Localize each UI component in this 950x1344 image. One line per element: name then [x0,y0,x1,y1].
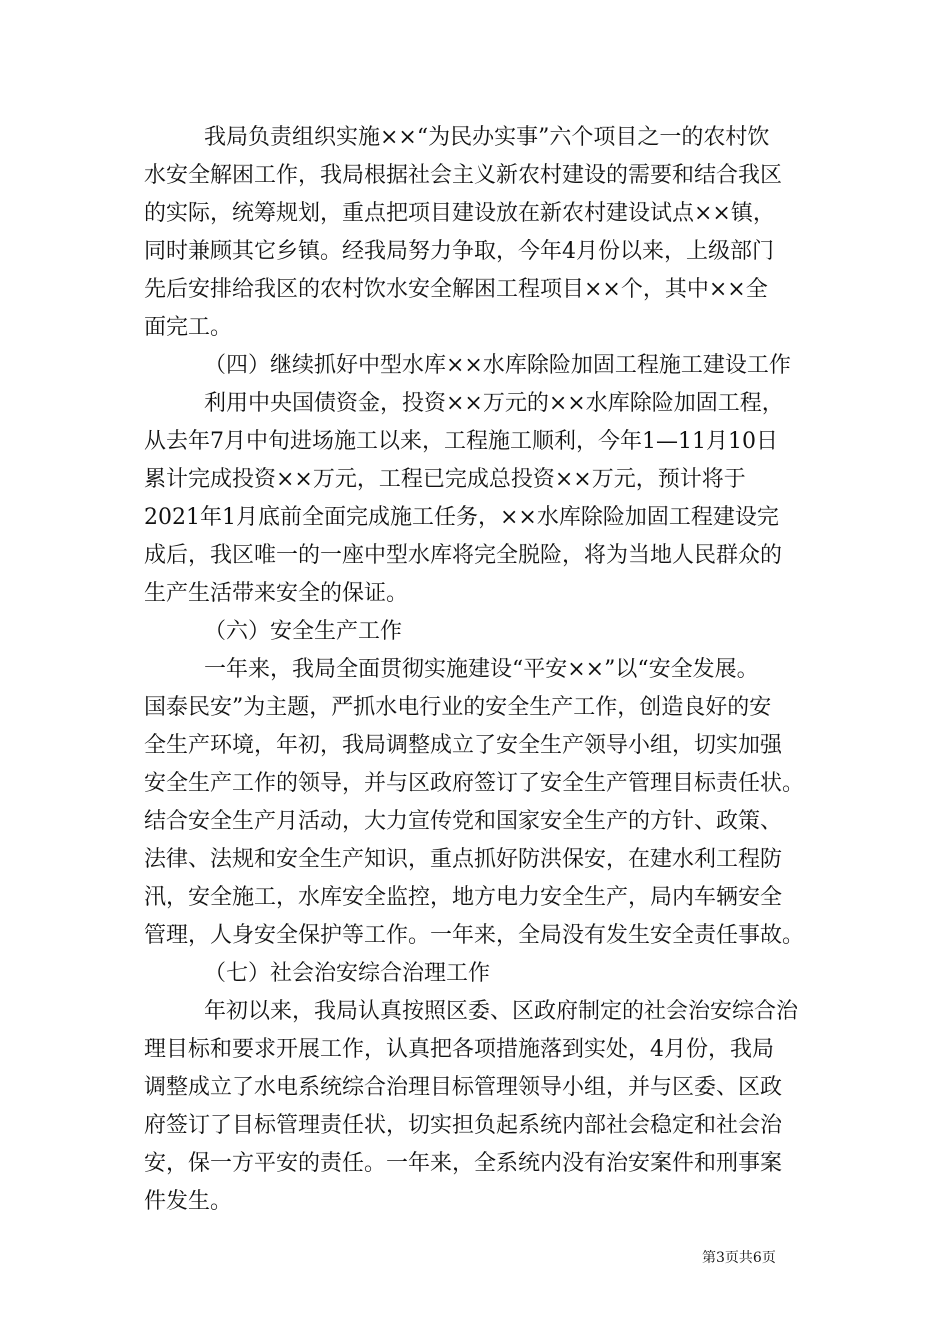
text-line [0,764,950,804]
text-line [0,1182,950,1222]
line-text: 安，保一方平安的责任。一年来，全系统内没有治安案件和刑事案 [144,1151,783,1176]
line-text: 年初以来，我局认真按照区委、区政府制定的社会治安综合治 [204,999,799,1024]
line-text: 面完工。 [144,315,233,340]
text-line [0,536,950,576]
text-line [0,270,950,310]
section-heading [0,612,950,652]
line-text: 成后，我区唯一的一座中型水库将完全脱险，将为当地人民群众的 [144,543,783,568]
section-heading [0,346,950,386]
text-line [0,1030,950,1070]
text-line [0,992,950,1032]
line-text: 同时兼顾其它乡镇。经我局努力争取，今年4月份以来，上级部门 [144,239,774,264]
heading-text: （六）安全生产工作 [204,619,403,644]
text-line [0,726,950,766]
text-line [0,1144,950,1184]
text-line [0,460,950,500]
line-text: 汛，安全施工，水库安全监控，地方电力安全生产，局内车辆安全 [144,885,783,910]
line-text: 一年来，我局全面贯彻实施建设“平安××”以“安全发展。 [204,657,759,682]
line-text: 我局负责组织实施××“为民办实事”六个项目之一的农村饮 [204,125,770,150]
text-line [0,840,950,880]
text-line [0,232,950,272]
line-text: 先后安排给我区的农村饮水安全解困工程项目××个，其中××全 [144,277,768,302]
line-text: 生产生活带来安全的保证。 [144,581,409,606]
text-line [0,384,950,424]
line-text: 2021年1月底前全面完成施工任务，××水库除险加固工程建设完 [144,505,779,530]
text-line [0,422,950,462]
text-line [0,498,950,538]
heading-text: （四）继续抓好中型水库××水库除险加固工程施工建设工作 [204,353,791,378]
line-text: 件发生。 [144,1189,233,1214]
line-text: 法律、法规和安全生产知识，重点抓好防洪保安，在建水利工程防 [144,847,783,872]
text-line [0,1068,950,1108]
section-heading [0,954,950,994]
text-line [0,1106,950,1146]
line-text: 调整成立了水电系统综合治理目标管理领导小组，并与区委、区政 [144,1075,783,1100]
text-line [0,916,950,956]
line-text: 全生产环境，年初，我局调整成立了安全生产领导小组，切实加强 [144,733,783,758]
line-text: 安全生产工作的领导，并与区政府签订了安全生产管理目标责任状。 [144,771,805,796]
line-text: 累计完成投资××万元，工程已完成总投资××万元，预计将于 [144,467,746,492]
page-number: 第3页共6页 [702,1250,776,1266]
text-line [0,650,950,690]
text-line [0,118,950,158]
text-line [0,802,950,842]
line-text: 从去年7月中旬进场施工以来，工程施工顺利，今年1—11月10日 [144,429,778,454]
line-text: 府签订了目标管理责任状，切实担负起系统内部社会稳定和社会治 [144,1113,783,1138]
line-text: 理目标和要求开展工作，认真把各项措施落到实处，4月份，我局 [144,1037,774,1062]
text-line [0,878,950,918]
line-text: 结合安全生产月活动，大力宣传党和国家安全生产的方针、政策、 [144,809,783,834]
text-line [0,688,950,728]
text-line [0,308,950,348]
line-text: 的实际，统筹规划，重点把项目建设放在新农村建设试点××镇， [144,201,775,226]
line-text: 管理，人身安全保护等工作。一年来，全局没有发生安全责任事故。 [144,923,805,948]
line-text: 水安全解困工作，我局根据社会主义新农村建设的需要和结合我区 [144,163,783,188]
text-line [0,156,950,196]
line-text: 利用中央国债资金，投资××万元的××水库除险加固工程， [204,391,784,416]
line-text: 国泰民安”为主题，严抓水电行业的安全生产工作，创造良好的安 [144,695,772,720]
heading-text: （七）社会治安综合治理工作 [204,961,491,986]
text-line [0,194,950,234]
text-line [0,574,950,614]
